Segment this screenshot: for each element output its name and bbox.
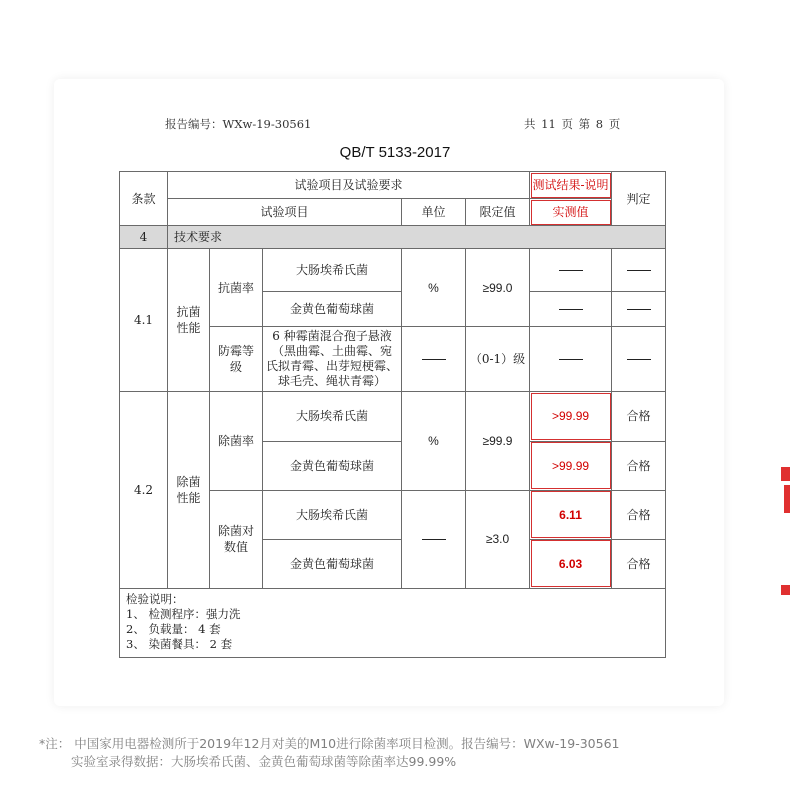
- organism-ecoli: 大肠埃希氏菌: [263, 249, 402, 292]
- limit-antibacterial: ≥99.0: [466, 249, 530, 327]
- organism-saureus: 金黄色葡萄球菌: [263, 441, 402, 490]
- test-report-table: [119, 171, 666, 658]
- header-limit: 限定值: [466, 199, 530, 226]
- section-title: 技术要求: [168, 226, 666, 249]
- limit-log-reduction: ≥3.0: [466, 490, 530, 588]
- standard-title: QB/T 5133-2017: [339, 144, 451, 161]
- judge-pass: 合格: [612, 490, 666, 539]
- result-empty: [530, 327, 612, 392]
- header-unit: 单位: [402, 199, 466, 226]
- measured-ecoli-log: 6.11: [530, 490, 612, 539]
- judge-pass: 合格: [612, 441, 666, 490]
- organism-saureus: 金黄色葡萄球菌: [263, 292, 402, 327]
- limit-sterilization: ≥99.9: [466, 392, 530, 490]
- dash-mark: [559, 270, 583, 271]
- report-number: 报告编号：WXw-19-30561: [165, 117, 312, 131]
- unit-empty: [402, 327, 466, 392]
- judge-empty: [612, 292, 666, 327]
- unit-empty: [402, 490, 466, 588]
- judge-empty: [612, 327, 666, 392]
- log-reduction-label: 除菌对 数值: [210, 490, 263, 588]
- dash-mark: [627, 309, 651, 310]
- measured-saureus-rate: >99.99: [530, 441, 612, 490]
- measured-ecoli-rate: >99.99: [530, 392, 612, 441]
- sterilization-rate-label: 除菌率: [210, 392, 263, 490]
- dash-mark: [422, 539, 446, 540]
- dash-mark: [627, 270, 651, 271]
- sterilization-category: 除菌 性能: [168, 392, 210, 588]
- judge-pass: 合格: [612, 539, 666, 588]
- mold-grade-label: 防霉等 级: [210, 327, 263, 392]
- judge-empty: [612, 249, 666, 292]
- footer-line-1: *注： 中国家用电器检测所于2019年12月对美的M10进行除菌率项目检测。报告编号：WXw-19-30561: [39, 736, 620, 751]
- section-number: 4: [120, 226, 168, 249]
- measured-saureus-log: 6.03: [530, 539, 612, 588]
- header-items-requirements: 试验项目及试验要求: [168, 172, 530, 199]
- footer-line-2: 实验室录得数据：大肠埃希氏菌、金黄色葡萄球菌等除菌率达99.99%: [71, 754, 457, 769]
- mold-spore-description: 6 种霉菌混合孢子悬液 （黑曲霉、土曲霉、宛 氏拟青霉、出芽短梗霉、 球毛壳、绳状青霉）: [263, 327, 402, 392]
- limit-mold: （0-1）级: [466, 327, 530, 392]
- dash-mark: [627, 359, 651, 360]
- unit-percent: %: [402, 249, 466, 327]
- page-info: 共 11 页 第 8 页: [524, 117, 621, 131]
- judge-pass: 合格: [612, 392, 666, 441]
- antibacterial-category: 抗菌 性能: [168, 249, 210, 392]
- dash-mark: [559, 359, 583, 360]
- clause-4-2: 4.2: [120, 392, 168, 588]
- side-decoration: [781, 467, 790, 595]
- result-empty: [530, 249, 612, 292]
- unit-percent: %: [402, 392, 466, 490]
- clause-4-1: 4.1: [120, 249, 168, 392]
- dash-mark: [422, 359, 446, 360]
- result-empty: [530, 292, 612, 327]
- header-judgement: 判定: [612, 172, 666, 226]
- organism-ecoli: 大肠埃希氏菌: [263, 392, 402, 441]
- footer-note: [39, 735, 619, 771]
- test-notes: 检验说明： 1、 检测程序：强力洗 2、 负载量： 4 套 3、 染菌餐具： 2 套: [120, 588, 666, 657]
- header-measured: 实测值: [530, 199, 612, 226]
- organism-saureus: 金黄色葡萄球菌: [263, 539, 402, 588]
- header-result-note: 测试结果-说明: [530, 172, 612, 199]
- header-clause: 条款: [120, 172, 168, 226]
- dash-mark: [559, 309, 583, 310]
- antibacterial-rate-label: 抗菌率: [210, 249, 263, 327]
- header-test-item: 试验项目: [168, 199, 402, 226]
- organism-ecoli: 大肠埃希氏菌: [263, 490, 402, 539]
